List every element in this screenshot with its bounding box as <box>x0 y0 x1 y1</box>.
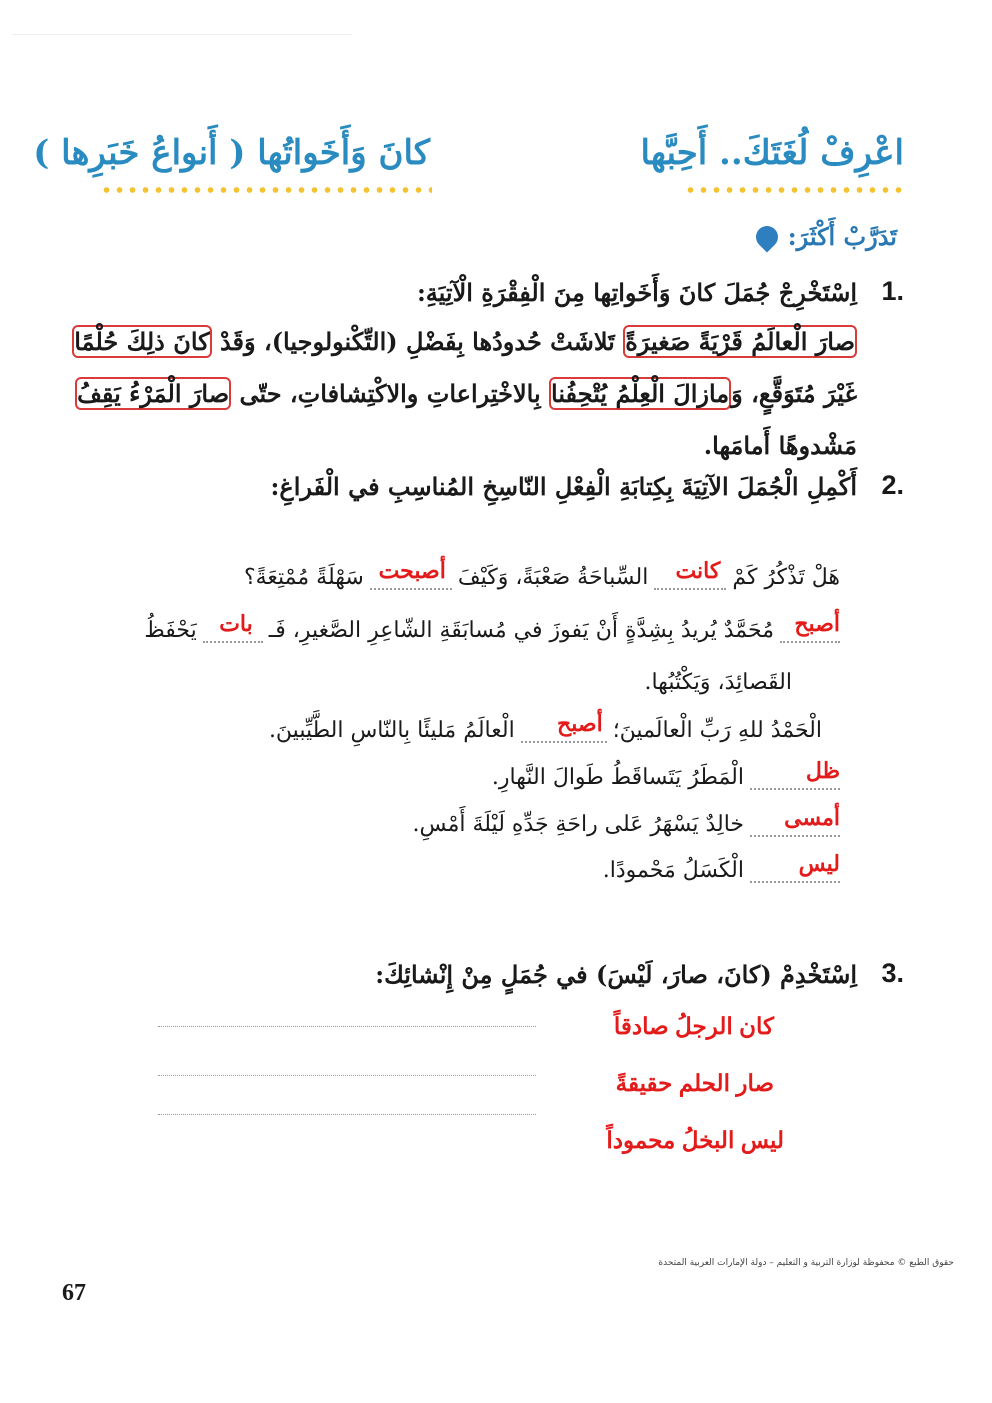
q3-number: 3. <box>881 958 904 988</box>
q2-answer: أصبح <box>794 611 840 636</box>
q3-answer-sentence: كان الرجلُ صادقاً <box>613 1013 774 1039</box>
q2-answer: أصبح <box>557 711 603 736</box>
lesson-title: كانَ وَأَخَواتُها ( أَنواعُ خَبَرِها ) <box>33 133 430 173</box>
q2-dotted-line <box>750 788 840 790</box>
copyright-notice: حقوق الطبع © محفوظة لوزارة التربية و التعليم – دولة الإمارات العربية المتحدة <box>658 1258 954 1268</box>
q2-blank <box>750 851 840 883</box>
q2-blank <box>370 558 452 590</box>
q2-item-1 <box>243 558 840 590</box>
q2-dotted-line <box>750 835 840 837</box>
q2-answer: كانت <box>675 558 721 583</box>
q2-answer: أصبحت <box>378 558 446 583</box>
q1-line-1 <box>74 316 857 368</box>
q2-text: هَلْ تَذْكُرُ كَمْ <box>732 565 840 590</box>
title-dots-right <box>684 186 904 194</box>
q1-text: تَلاشَتْ حُدودُها بِفَضْلِ (التِّكْنولوجيا)، وَقَدْ <box>219 327 615 356</box>
q2-item-5 <box>412 805 840 837</box>
q2-text: الْحَمْدُ للهِ رَبِّ الْعالَمينَ؛ <box>612 718 822 743</box>
unit-title: اعْرِفْ لُغَتَكَ.. أَحِبَّها <box>640 133 904 173</box>
q2-dotted-line <box>780 641 840 643</box>
q3-answer-sentence: ليس البخلُ محموداً <box>606 1127 784 1153</box>
q1-boxed-sentence: مازالَ الْعِلْمُ يُتْحِفُنا <box>551 379 730 408</box>
q2-blank <box>780 611 840 643</box>
q1-paragraph <box>74 316 857 472</box>
q2-text: الْمَطَرُ يَتَساقَطُ طَوالَ النَّهارِ. <box>491 765 744 790</box>
q3-prompt: اِسْتَخْدِمْ (كانَ، صارَ، لَيْسَ) في جُمَلٍ مِنْ إِنْشائِكَ: <box>375 960 857 989</box>
q1-boxed-sentence: كانَ ذلِكَ حُلْمًا <box>74 327 210 356</box>
q1-number: 1. <box>881 276 904 306</box>
q2-prompt: أَكْمِلِ الْجُمَلَ الآتِيَةَ بِكِتابَةِ الْفِعْلِ النّاسِخِ المُناسِبِ في الْفَراغِ: <box>270 472 857 501</box>
q1-text: بِالاخْتِراعاتِ والاكْتِشافاتِ، حتّى <box>239 379 541 408</box>
q2-blank <box>521 711 607 743</box>
q2-item-2 <box>144 611 840 643</box>
q1-text: غَيْرَ مُتَوَقَّعٍ، وَ <box>731 379 857 408</box>
q1-line-2 <box>77 368 857 420</box>
q2-dotted-line <box>750 881 840 883</box>
q3-answer-sentence: صار الحلم حقيقةً <box>615 1070 774 1096</box>
q1-prompt: اِسْتَخْرِجْ جُمَلَ كانَ وَأَخَواتِها مِنَ الْفِقْرَةِ الْآتِيَةِ: <box>416 278 857 307</box>
q2-dotted-line <box>654 588 726 590</box>
q3-answer-line <box>158 1075 536 1076</box>
page-number: 67 <box>62 1280 86 1306</box>
q2-text: الْكَسَلُ مَحْمودًا. <box>602 858 744 883</box>
q2-text: الْعالَمُ مَليئًا بِالنّاسِ الطَّيِّبينَ. <box>268 718 515 743</box>
q2-blank <box>654 558 726 590</box>
q2-answer: ليس <box>798 851 840 876</box>
blue-drop-icon <box>751 221 782 252</box>
q2-item-2-cont: القَصائِدَ، وَيَكْتُبُها. <box>644 670 792 695</box>
q2-dotted-line <box>203 641 263 643</box>
q1-line-3: مَشْدوهًا أَمامَها. <box>703 431 857 460</box>
q1-boxed-sentence: صارَ الْمَرْءُ يَقِفُ <box>77 379 230 408</box>
q2-blank <box>750 758 840 790</box>
q2-text: خالِدٌ يَسْهَرُ عَلى راحَةِ جَدِّهِ لَيْلَةَ أَمْسِ. <box>412 812 744 837</box>
q1-boxed-sentence: صارَ الْعالَمُ قَرْيَةً صَغيرَةً <box>625 327 855 356</box>
q2-text: سَهْلَةً مُمْتِعَةً؟ <box>243 565 364 590</box>
q3-answer-line <box>158 1114 536 1115</box>
q2-blank <box>203 611 263 643</box>
q2-text: يَحْفَظُ <box>144 618 197 643</box>
q2-dotted-line <box>521 741 607 743</box>
q2-text: السِّباحَةُ صَعْبَةً، وَكَيْفَ <box>457 565 649 590</box>
q3-answer-line <box>158 1026 536 1027</box>
practice-subtitle: تَدَرَّبْ أَكْثَرَ: <box>787 222 897 251</box>
q2-answer: أمسى <box>784 805 840 830</box>
q2-text: مُحَمَّدٌ يُريدُ بِشِدَّةٍ أَنْ يَفوزَ في مُسابَقَةِ الشّاعِرِ الصَّغيرِ، فَـ <box>268 618 774 643</box>
q2-number: 2. <box>881 470 904 500</box>
q2-dotted-line <box>370 588 452 590</box>
practice-heading <box>756 222 897 251</box>
title-dots-left <box>100 186 432 194</box>
q2-item-3 <box>268 711 822 743</box>
top-rule <box>12 34 352 35</box>
q2-blank <box>750 805 840 837</box>
q2-answer: ظل <box>805 758 840 783</box>
q2-answer: بات <box>219 611 253 636</box>
q2-item-6 <box>602 851 840 883</box>
q2-item-4 <box>491 758 840 790</box>
